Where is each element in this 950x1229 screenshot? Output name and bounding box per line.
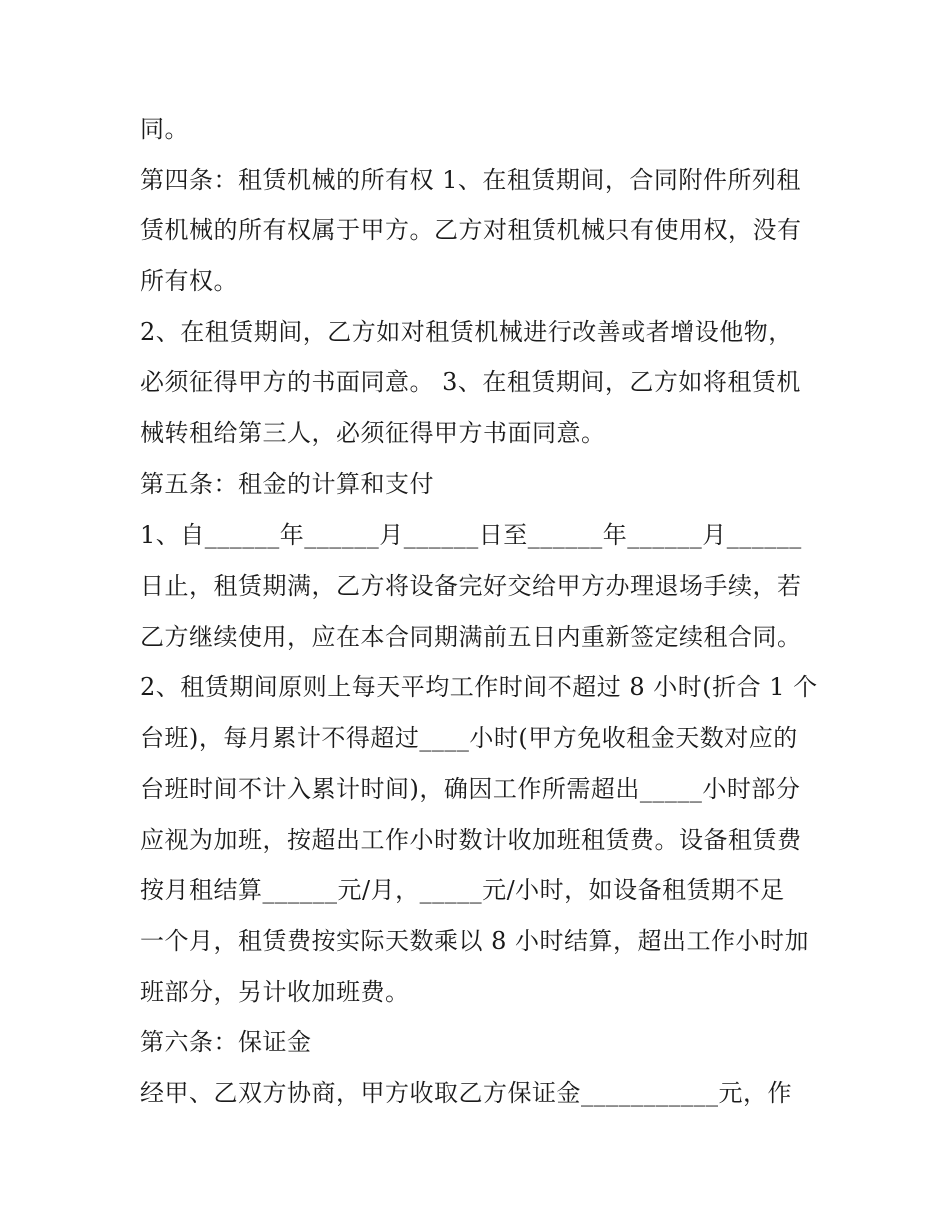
text-line: 赁机械的所有权属于甲方。乙方对租赁机械只有使用权，没有 (140, 216, 802, 244)
text-line: 日止，租赁期满，乙方将设备完好交给甲方办理退场手续，若 (140, 572, 802, 600)
text-line: 应视为加班，按超出工作小时数计收加班租赁费。设备租赁费 (140, 826, 802, 854)
text-line: 台班)，每月累计不得超过____小时(甲方免收租金天数对应的 (140, 724, 798, 752)
text-line: 台班时间不计入累计时间)，确因工作所需超出_____小时部分 (140, 775, 801, 803)
text-line: 2、租赁期间原则上每天平均工作时间不超过 8 小时(折合 1 个 (140, 673, 818, 701)
text-line: 班部分，另计收加班费。 (140, 978, 410, 1006)
text-line: 必须征得甲方的书面同意。 3、在租赁期间，乙方如将租赁机 (140, 368, 801, 396)
text-line: 乙方继续使用，应在本合同期满前五日内重新签定续租合同。 (140, 623, 802, 651)
text-line: 2、在租赁期间，乙方如对租赁机械进行改善或者增设他物， (140, 318, 793, 346)
text-line: 同。 (140, 115, 189, 143)
section-heading: 第五条：租金的计算和支付 (140, 470, 434, 498)
text-line: 1、自______年______月______日至______年______月______ (140, 521, 802, 549)
text-line: 第四条：租赁机械的所有权 1、在租赁期间，合同附件所列租 (140, 166, 801, 194)
text-line: 一个月，租赁费按实际天数乘以 8 小时结算，超出工作小时加 (140, 927, 810, 955)
text-line: 经甲、乙双方协商，甲方收取乙方保证金___________元，作 (140, 1079, 792, 1107)
text-line: 所有权。 (140, 267, 238, 295)
text-line: 械转租给第三人，必须征得甲方书面同意。 (140, 419, 606, 447)
section-heading: 第六条：保证金 (140, 1028, 312, 1056)
text-line: 按月租结算______元/月，_____元/小时，如设备租赁期不足 (140, 876, 785, 904)
